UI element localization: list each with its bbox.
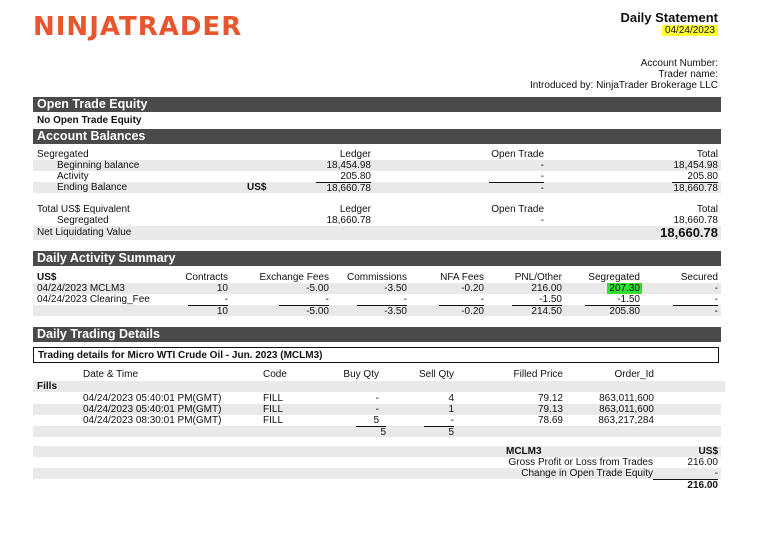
cell: 4 bbox=[448, 393, 454, 404]
cell: 04/24/2023 08:30:01 PM(GMT) bbox=[83, 415, 222, 426]
ledger-col-header: Ledger bbox=[339, 149, 371, 160]
ledger-col-header: Ledger bbox=[339, 204, 371, 215]
no-open-trade-equity: No Open Trade Equity bbox=[37, 115, 142, 126]
col-header: Secured bbox=[680, 272, 718, 283]
cell: -1.50 bbox=[539, 294, 562, 305]
segregated-label: Segregated bbox=[37, 149, 89, 160]
row-label: Beginning balance bbox=[57, 160, 140, 171]
gross-label: Gross Profit or Loss from Trades bbox=[508, 457, 653, 468]
cell: - bbox=[375, 393, 379, 404]
cell: 214.50 bbox=[512, 305, 562, 317]
activity-row-clearing-fee bbox=[33, 294, 721, 305]
trading-total-row bbox=[33, 426, 721, 437]
activity-row bbox=[33, 171, 721, 182]
cell: 78.69 bbox=[537, 415, 563, 426]
cell: -5.00 bbox=[306, 283, 329, 294]
cell: -3.50 bbox=[384, 283, 407, 294]
ledger-value: 18,660.78 bbox=[316, 182, 371, 194]
cell: 04/24/2023 05:40:01 PM(GMT) bbox=[83, 393, 222, 404]
col-header: NFA Fees bbox=[440, 272, 484, 283]
gross-value: 216.00 bbox=[687, 457, 718, 468]
cell: 04/24/2023 05:40:01 PM(GMT) bbox=[83, 404, 222, 415]
cell: 1 bbox=[448, 404, 454, 415]
total-value: 18,660.78 bbox=[673, 183, 718, 194]
cell: - bbox=[673, 305, 718, 317]
cell: -1.50 bbox=[617, 294, 640, 305]
col-header: Exchange Fees bbox=[259, 272, 329, 283]
summary-currency: US$ bbox=[698, 446, 718, 457]
cell: 79.12 bbox=[537, 393, 563, 404]
cell: 216.00 bbox=[531, 283, 562, 294]
daily-trading-heading: Daily Trading Details bbox=[33, 327, 721, 342]
final-total-value: 216.00 bbox=[653, 479, 718, 491]
cell: 5 bbox=[373, 415, 379, 426]
daily-activity-heading: Daily Activity Summary bbox=[33, 251, 721, 266]
cell: 79.13 bbox=[537, 404, 563, 415]
gross-profit-row bbox=[33, 457, 721, 468]
cell: FILL bbox=[263, 393, 284, 404]
open-trade-col-header: Open Trade bbox=[491, 204, 544, 215]
cell: 10 bbox=[188, 305, 228, 317]
total-value: 18,660.78 bbox=[673, 215, 718, 226]
cell: - bbox=[403, 294, 407, 305]
total-col-header: Total bbox=[696, 149, 718, 160]
col-header: Contracts bbox=[185, 272, 228, 283]
col-header: Code bbox=[263, 369, 287, 380]
cell: - bbox=[480, 294, 484, 305]
cell: 205.80 bbox=[585, 305, 640, 317]
col-header: US$ bbox=[37, 272, 57, 283]
cell: - bbox=[450, 415, 454, 426]
net-liq-label: Net Liquidating Value bbox=[37, 227, 132, 238]
cell: FILL bbox=[263, 404, 284, 415]
row-label: Segregated bbox=[57, 215, 109, 226]
open-value: - bbox=[489, 182, 544, 194]
total-value: 205.80 bbox=[687, 171, 718, 182]
fill-row bbox=[33, 404, 721, 415]
cell: FILL bbox=[263, 415, 284, 426]
trading-details-subheading: Trading details for Micro WTI Crude Oil - Jun. 2023 (MCLM3) bbox=[33, 347, 719, 363]
ledger-value: 18,454.98 bbox=[326, 160, 371, 171]
open-value: - bbox=[540, 160, 544, 171]
cell: - bbox=[325, 294, 329, 305]
col-header: Filled Price bbox=[513, 369, 563, 380]
change-value: - bbox=[714, 468, 718, 479]
segregated-usd-row bbox=[33, 215, 721, 226]
balances-header-row bbox=[33, 149, 721, 160]
fills-label-row bbox=[33, 381, 725, 392]
final-total-row bbox=[33, 479, 721, 490]
net-liquidating-row bbox=[33, 226, 721, 240]
cell: 863,217,284 bbox=[598, 415, 654, 426]
introduced-by: Introduced by: NinjaTrader Brokerage LLC bbox=[529, 80, 718, 91]
cell: - bbox=[714, 294, 718, 305]
account-balances-heading: Account Balances bbox=[33, 129, 721, 144]
total-buy-qty: 5 bbox=[356, 426, 386, 438]
trader-name-label: Trader name: bbox=[658, 69, 718, 80]
open-trade-col-header: Open Trade bbox=[491, 149, 544, 160]
open-trade-equity-heading: Open Trade Equity bbox=[33, 97, 721, 112]
beginning-balance-row bbox=[33, 160, 721, 171]
cell: - bbox=[224, 294, 228, 305]
col-header: Segregated bbox=[588, 272, 640, 283]
col-header: Sell Qty bbox=[418, 369, 454, 380]
fill-row bbox=[33, 415, 721, 426]
fill-row bbox=[33, 393, 721, 404]
ending-balance-row bbox=[33, 182, 721, 193]
summary-header-row bbox=[33, 446, 721, 457]
cell: - bbox=[375, 404, 379, 415]
statement-title: Daily Statement bbox=[620, 10, 718, 25]
statement-date: 04/24/2023 bbox=[662, 25, 718, 36]
total-value: 18,454.98 bbox=[673, 160, 718, 171]
ledger-value: 205.80 bbox=[340, 171, 371, 182]
total-col-header: Total bbox=[696, 204, 718, 215]
trading-header-row bbox=[33, 369, 721, 380]
cell: -3.50 bbox=[357, 305, 407, 317]
cell: -5.00 bbox=[279, 305, 329, 317]
cell: -0.20 bbox=[439, 305, 484, 317]
total-sell-qty: 5 bbox=[424, 426, 454, 438]
cell: -0.20 bbox=[461, 283, 484, 294]
col-header: Order_Id bbox=[614, 369, 654, 380]
segregated-highlight-cell: 207.30 bbox=[609, 283, 640, 294]
cell: 04/24/2023 MCLM3 bbox=[37, 283, 125, 294]
summary-symbol: MCLM3 bbox=[506, 446, 542, 457]
col-header: Commissions bbox=[346, 272, 407, 283]
col-header: Date & Time bbox=[83, 369, 139, 380]
row-label: Activity bbox=[57, 171, 89, 182]
activity-total-row bbox=[33, 305, 721, 316]
cell: 04/24/2023 Clearing_Fee bbox=[37, 294, 150, 305]
ledger-value: 18,660.78 bbox=[326, 215, 371, 226]
ninjatrader-logo: NINJATRADER bbox=[33, 12, 243, 42]
activity-header-row bbox=[33, 272, 721, 283]
row-label: Ending Balance bbox=[57, 182, 128, 193]
change-ote-row bbox=[33, 468, 721, 479]
currency-label: US$ bbox=[247, 182, 267, 193]
activity-row-mclm3 bbox=[33, 283, 721, 294]
total-usd-header-row bbox=[33, 204, 721, 215]
total-usd-label: Total US$ Equivalent bbox=[37, 204, 130, 215]
change-label: Change in Open Trade Equity bbox=[521, 468, 653, 479]
col-header: PNL/Other bbox=[514, 272, 562, 283]
fills-label: Fills bbox=[37, 381, 58, 392]
open-value: - bbox=[540, 171, 544, 182]
account-number-label: Account Number: bbox=[640, 58, 718, 69]
cell: - bbox=[714, 283, 718, 294]
col-header: Buy Qty bbox=[343, 369, 379, 380]
open-value: - bbox=[540, 215, 544, 226]
net-liq-value: 18,660.78 bbox=[660, 225, 718, 240]
cell: 863,011,600 bbox=[599, 404, 654, 415]
cell: 863,011,600 bbox=[599, 393, 654, 404]
cell: 10 bbox=[216, 283, 228, 294]
